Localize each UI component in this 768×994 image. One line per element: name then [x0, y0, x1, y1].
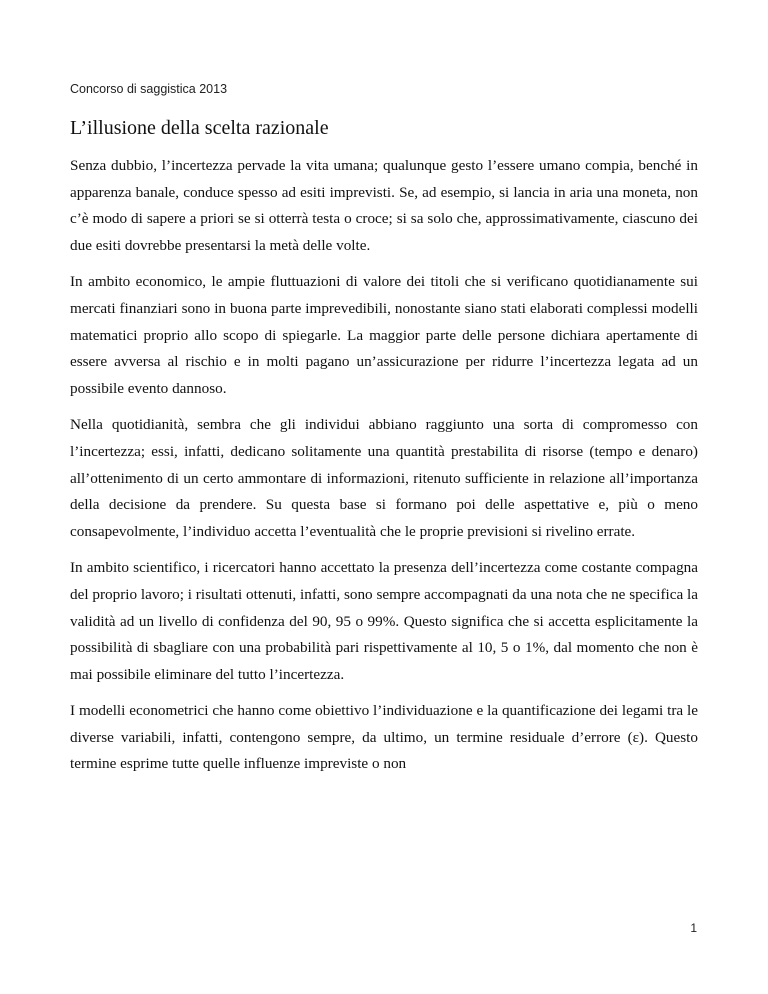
essay-body	[70, 153, 698, 788]
paragraph-1: Senza dubbio, l’incertezza pervade la vita umana; qualunque gesto l’essere umano compia, benché in apparenza banale, conduce spesso ad esiti imprevisti. Se, ad esempio, si lancia in aria una moneta, non c’è modo di sapere a priori se si otterrà testa o croce; si sa solo che, approssimativamente, ciascuno dei due esiti dovrebbe presentarsi la metà delle volte.	[70, 157, 698, 254]
running-header: Concorso di saggistica 2013	[70, 82, 228, 96]
paragraph-4: In ambito scientifico, i ricercatori hanno accettato la presenza dell’incertezza come costante compagna del proprio lavoro; i risultati ottenuti, infatti, sono sempre accompagnati da una nota che ne specifica la validità ad un livello di confidenza del 90, 95 o 99%. Questo significa che si accetta esplicitamente la possibilità di sbagliare con una probabilità pari rispettivamente al 10, 5 o 1%, dal momento che non è mai possibile eliminare del tutto l’incertezza.	[70, 559, 698, 683]
essay-title: L’illusione della scelta razionale	[70, 117, 329, 139]
paragraph-5: I modelli econometrici che hanno come obiettivo l’individuazione e la quantificazione dei legami tra le diverse variabili, infatti, contengono sempre, da ultimo, un termine residuale d’errore (ε). Questo termine esprime tutte quelle influenze impreviste o non	[70, 702, 698, 773]
paragraph-3: Nella quotidianità, sembra che gli individui abbiano raggiunto una sorta di compromesso con l’incertezza; essi, infatti, dedicano solitamente una quantità prestabilita di risorse (tempo e denaro) all’ottenimento di un certo ammontare di informazioni, ritenuto sufficiente in relazione all’importanza della decisione da prendere. Su questa base si formano poi delle aspettative e, più o meno consapevolmente, l’individuo accetta l’eventualità che le proprie previsioni si rivelino errate.	[70, 416, 698, 540]
paragraph-2: In ambito economico, le ampie fluttuazioni di valore dei titoli che si verificano quotidianamente sui mercati finanziari sono in buona parte imprevedibili, nonostante siano stati elaborati complessi modelli matematici proprio allo scopo di spiegarle. La maggior parte delle persone dichiara apertamente di essere avversa al rischio e in molti pagano un’assicurazione per ridurre l’incertezza legata ad un possibile evento dannoso.	[70, 273, 698, 397]
page-number: 1	[690, 921, 697, 935]
